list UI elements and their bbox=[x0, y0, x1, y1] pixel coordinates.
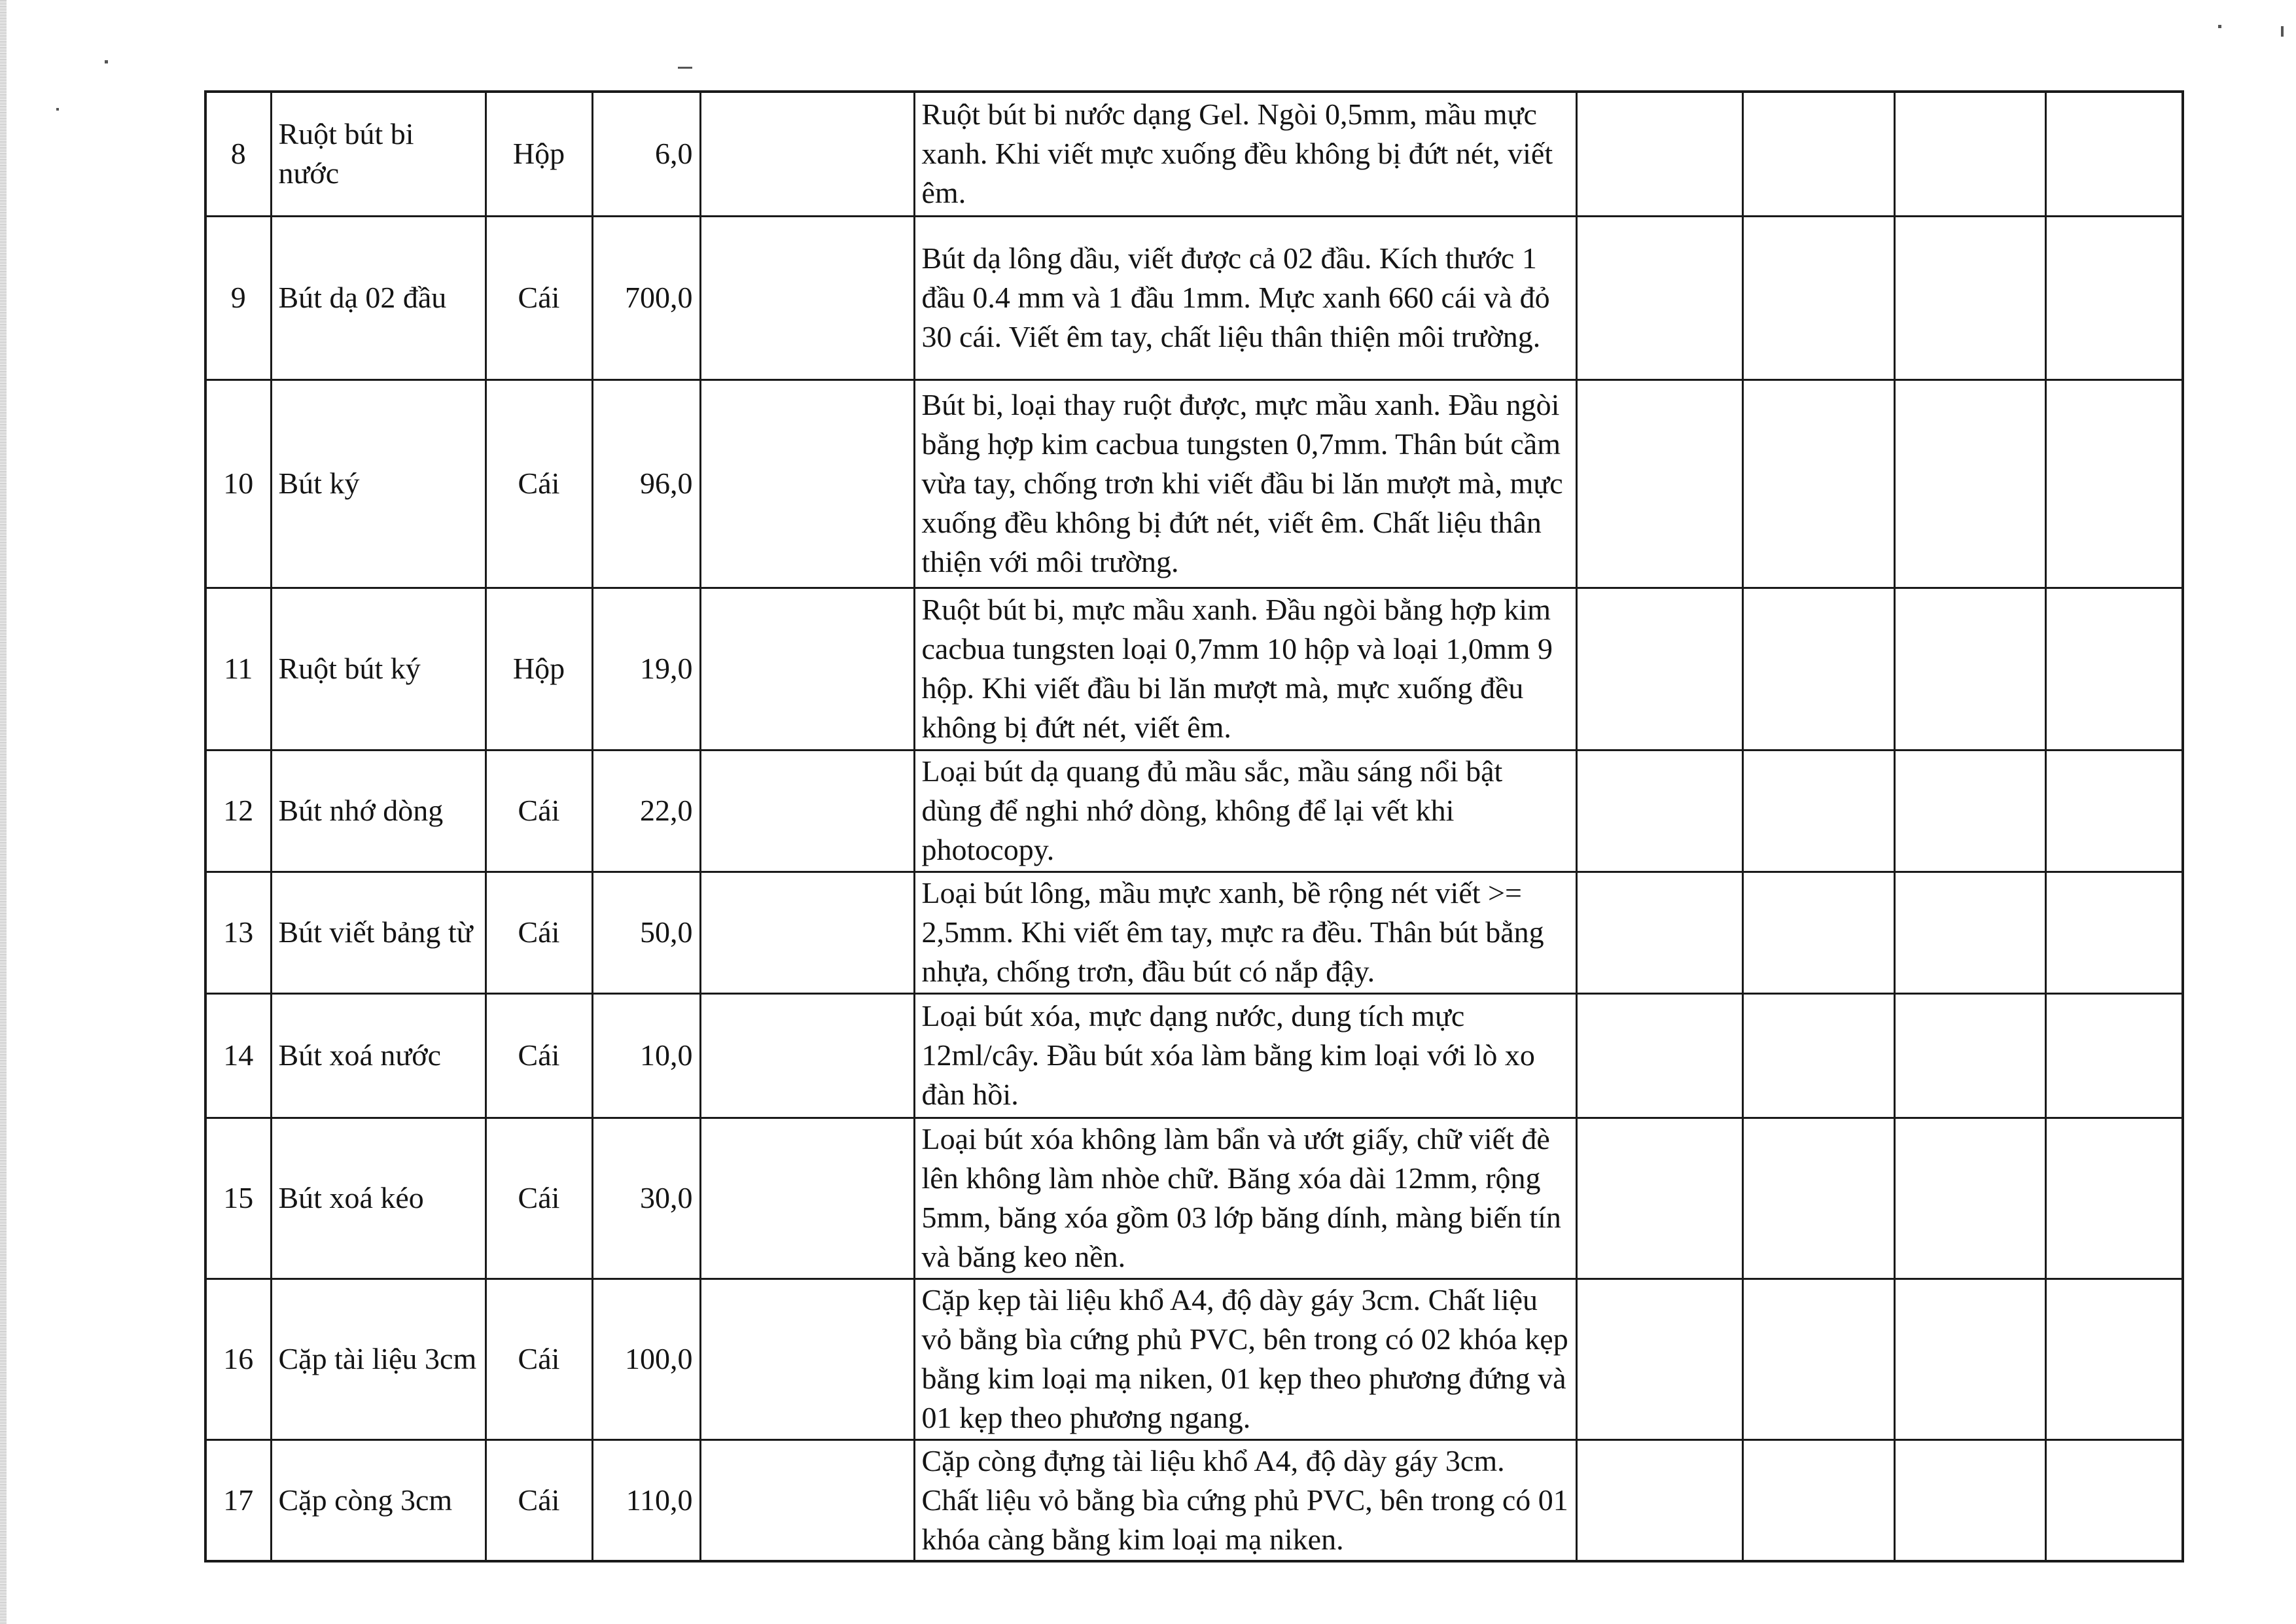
item-quantity: 96,0 bbox=[592, 380, 700, 588]
item-quantity: 30,0 bbox=[592, 1118, 700, 1279]
empty-cell bbox=[1894, 1118, 2045, 1279]
empty-cell bbox=[1742, 1279, 1894, 1439]
empty-cell bbox=[700, 92, 914, 216]
empty-cell bbox=[1742, 872, 1894, 993]
empty-cell bbox=[2045, 588, 2183, 750]
empty-cell bbox=[700, 1279, 914, 1439]
empty-cell bbox=[1576, 1118, 1742, 1279]
item-quantity: 110,0 bbox=[592, 1439, 700, 1561]
empty-cell bbox=[700, 380, 914, 588]
table-row bbox=[205, 872, 2183, 993]
empty-cell bbox=[700, 872, 914, 993]
item-description: Loại bút dạ quang đủ mầu sắc, mầu sáng nổi bật dùng để nghi nhớ dòng, không để lại vết khi photocopy. bbox=[914, 750, 1576, 872]
scan-speck bbox=[105, 60, 108, 63]
row-number: 11 bbox=[205, 588, 271, 750]
empty-cell bbox=[1576, 750, 1742, 872]
empty-cell bbox=[700, 750, 914, 872]
table-row bbox=[205, 1439, 2183, 1561]
empty-cell bbox=[700, 1439, 914, 1561]
row-number: 12 bbox=[205, 750, 271, 872]
table-row bbox=[205, 216, 2183, 380]
scan-speck bbox=[678, 67, 692, 69]
empty-cell bbox=[1742, 92, 1894, 216]
empty-cell bbox=[1894, 1439, 2045, 1561]
empty-cell bbox=[2045, 1279, 2183, 1439]
item-unit: Cái bbox=[486, 380, 592, 588]
item-unit: Cái bbox=[486, 1279, 592, 1439]
empty-cell bbox=[2045, 750, 2183, 872]
empty-cell bbox=[1576, 872, 1742, 993]
item-quantity: 6,0 bbox=[592, 92, 700, 216]
empty-cell bbox=[1576, 588, 1742, 750]
item-description: Ruột bút bi nước dạng Gel. Ngòi 0,5mm, mầu mực xanh. Khi viết mực xuống đều không bị đứt nét, viết êm. bbox=[914, 92, 1576, 216]
item-unit: Cái bbox=[486, 993, 592, 1118]
empty-cell bbox=[1894, 216, 2045, 380]
empty-cell bbox=[700, 588, 914, 750]
scan-edge bbox=[0, 0, 7, 1624]
item-quantity: 22,0 bbox=[592, 750, 700, 872]
item-quantity: 10,0 bbox=[592, 993, 700, 1118]
empty-cell bbox=[1742, 1439, 1894, 1561]
table-row bbox=[205, 1118, 2183, 1279]
empty-cell bbox=[1742, 993, 1894, 1118]
item-description: Bút dạ lông dầu, viết được cả 02 đầu. Kích thước 1 đầu 0.4 mm và 1 đầu 1mm. Mực xanh 660 cái và đỏ 30 cái. Viết êm tay, chất liệu thân thiện môi trường. bbox=[914, 216, 1576, 380]
row-number: 16 bbox=[205, 1279, 271, 1439]
empty-cell bbox=[1576, 993, 1742, 1118]
empty-cell bbox=[1894, 380, 2045, 588]
empty-cell bbox=[1894, 92, 2045, 216]
table-row bbox=[205, 750, 2183, 872]
empty-cell bbox=[2045, 216, 2183, 380]
empty-cell bbox=[1894, 993, 2045, 1118]
item-description: Cặp kẹp tài liệu khổ A4, độ dày gáy 3cm. Chất liệu vỏ bằng bìa cứng phủ PVC, bên trong có 02 khóa kẹp bằng kim loại mạ niken, 01 kẹp theo phương đứng và 01 kẹp theo phương ngang. bbox=[914, 1279, 1576, 1439]
empty-cell bbox=[2045, 993, 2183, 1118]
empty-cell bbox=[1894, 588, 2045, 750]
row-number: 17 bbox=[205, 1439, 271, 1561]
row-number: 13 bbox=[205, 872, 271, 993]
empty-cell bbox=[2045, 1118, 2183, 1279]
item-unit: Cái bbox=[486, 1439, 592, 1561]
item-unit: Hộp bbox=[486, 92, 592, 216]
item-unit: Hộp bbox=[486, 588, 592, 750]
item-quantity: 19,0 bbox=[592, 588, 700, 750]
table-row bbox=[205, 588, 2183, 750]
empty-cell bbox=[1742, 750, 1894, 872]
scan-speck bbox=[2281, 26, 2284, 37]
empty-cell bbox=[2045, 92, 2183, 216]
item-unit: Cái bbox=[486, 1118, 592, 1279]
empty-cell bbox=[2045, 380, 2183, 588]
item-name: Bút nhớ dòng bbox=[271, 750, 486, 872]
item-unit: Cái bbox=[486, 216, 592, 380]
row-number: 9 bbox=[205, 216, 271, 380]
item-description: Loại bút xóa, mực dạng nước, dung tích mực 12ml/cây. Đầu bút xóa làm bằng kim loại với lò xo đàn hồi. bbox=[914, 993, 1576, 1118]
item-description: Loại bút lông, mầu mực xanh, bề rộng nét viết >= 2,5mm. Khi viết êm tay, mực ra đều. Thân bút bằng nhựa, chống trơn, đầu bút có nắp đậy. bbox=[914, 872, 1576, 993]
item-description: Cặp còng đựng tài liệu khổ A4, độ dày gáy 3cm. Chất liệu vỏ bằng bìa cứng phủ PVC, bên trong có 01 khóa càng bằng kim loại mạ niken. bbox=[914, 1439, 1576, 1561]
item-name: Bút dạ 02 đầu bbox=[271, 216, 486, 380]
item-name: Cặp còng 3cm bbox=[271, 1439, 486, 1561]
empty-cell bbox=[1742, 216, 1894, 380]
empty-cell bbox=[1894, 1279, 2045, 1439]
item-description: Loại bút xóa không làm bẩn và ướt giấy, chữ viết đè lên không làm nhòe chữ. Băng xóa dài 12mm, rộng 5mm, băng xóa gồm 03 lớp băng dính, màng biến tín và băng keo nền. bbox=[914, 1118, 1576, 1279]
row-number: 8 bbox=[205, 92, 271, 216]
item-name: Bút viết bảng từ bbox=[271, 872, 486, 993]
row-number: 10 bbox=[205, 380, 271, 588]
empty-cell bbox=[1576, 1279, 1742, 1439]
table-row bbox=[205, 380, 2183, 588]
item-quantity: 100,0 bbox=[592, 1279, 700, 1439]
empty-cell bbox=[2045, 872, 2183, 993]
item-name: Bút ký bbox=[271, 380, 486, 588]
scan-speck bbox=[2218, 25, 2221, 28]
empty-cell bbox=[1742, 1118, 1894, 1279]
row-number: 15 bbox=[205, 1118, 271, 1279]
item-name: Ruột bút ký bbox=[271, 588, 486, 750]
table-row bbox=[205, 1279, 2183, 1439]
item-quantity: 50,0 bbox=[592, 872, 700, 993]
empty-cell bbox=[700, 993, 914, 1118]
item-name: Ruột bút bi nước bbox=[271, 92, 486, 216]
item-quantity: 700,0 bbox=[592, 216, 700, 380]
table-row bbox=[205, 92, 2183, 216]
item-description: Ruột bút bi, mực mầu xanh. Đầu ngòi bằng hợp kim cacbua tungsten loại 0,7mm 10 hộp và loại 1,0mm 9 hộp. Khi viết đầu bi lăn mượt mà, mực xuống đều không bị đứt nét, viết êm. bbox=[914, 588, 1576, 750]
empty-cell bbox=[1576, 1439, 1742, 1561]
empty-cell bbox=[2045, 1439, 2183, 1561]
empty-cell bbox=[1742, 380, 1894, 588]
table-row bbox=[205, 993, 2183, 1118]
empty-cell bbox=[1894, 750, 2045, 872]
empty-cell bbox=[1576, 216, 1742, 380]
item-name: Bút xoá kéo bbox=[271, 1118, 486, 1279]
item-unit: Cái bbox=[486, 750, 592, 872]
item-description: Bút bi, loại thay ruột được, mực mầu xanh. Đầu ngòi bằng hợp kim cacbua tungsten 0,7mm. Thân bút cầm vừa tay, chống trơn khi viết đầu bi lăn mượt mà, mực xuống đều không bị đứt nét, viết êm. Chất liệu thân thiện với môi trường. bbox=[914, 380, 1576, 588]
item-name: Cặp tài liệu 3cm bbox=[271, 1279, 486, 1439]
item-table bbox=[204, 90, 2184, 1562]
item-unit: Cái bbox=[486, 872, 592, 993]
empty-cell bbox=[1576, 92, 1742, 216]
empty-cell bbox=[1576, 380, 1742, 588]
row-number: 14 bbox=[205, 993, 271, 1118]
item-name: Bút xoá nước bbox=[271, 993, 486, 1118]
empty-cell bbox=[700, 1118, 914, 1279]
scan-speck bbox=[56, 108, 59, 111]
empty-cell bbox=[1894, 872, 2045, 993]
empty-cell bbox=[1742, 588, 1894, 750]
empty-cell bbox=[700, 216, 914, 380]
